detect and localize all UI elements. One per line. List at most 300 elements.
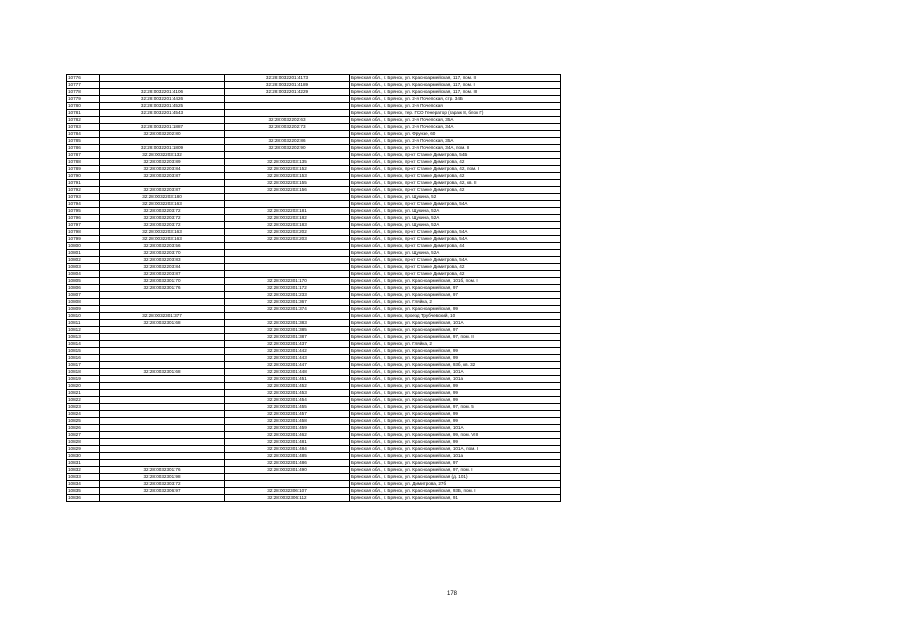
row-number-cell: 10779 bbox=[67, 96, 100, 103]
table-row bbox=[67, 243, 561, 250]
land-parcel-number-cell: 32:28:0032301:377 bbox=[100, 313, 225, 320]
building-number-cell: 32:28:0032301:233 bbox=[225, 292, 350, 299]
land-parcel-number-cell: 32:28:0032201:1809 bbox=[100, 145, 225, 152]
row-number-cell: 10778 bbox=[67, 89, 100, 96]
table-row bbox=[67, 327, 561, 334]
address-cell: Брянская обл., г. Брянск, ул. Красноармейская, 101А bbox=[350, 425, 561, 432]
table-row bbox=[67, 474, 561, 481]
land-parcel-number-cell bbox=[100, 341, 225, 348]
address-cell: Брянская обл., г. Брянск, пр-кт Станке Димитрова, 44 bbox=[350, 243, 561, 250]
row-number-cell: 10823 bbox=[67, 404, 100, 411]
row-number-cell: 10836 bbox=[67, 495, 100, 502]
land-parcel-number-cell bbox=[100, 404, 225, 411]
row-number-cell: 10821 bbox=[67, 390, 100, 397]
land-parcel-number-cell: 32:28:0032203:163 bbox=[100, 201, 225, 208]
table-row bbox=[67, 215, 561, 222]
table-row bbox=[67, 271, 561, 278]
table-row bbox=[67, 299, 561, 306]
table-row bbox=[67, 425, 561, 432]
land-parcel-number-cell: 32:28:0032201:4543 bbox=[100, 110, 225, 117]
land-parcel-number-cell bbox=[100, 460, 225, 467]
row-number-cell: 10829 bbox=[67, 446, 100, 453]
address-cell: Брянская обл., г. Брянск, ул. Красноармейская, 97, пом. 5 bbox=[350, 404, 561, 411]
land-parcel-number-cell bbox=[100, 362, 225, 369]
land-parcel-number-cell bbox=[100, 390, 225, 397]
building-number-cell: 32:28:0032301:452 bbox=[225, 383, 350, 390]
building-number-cell: 32:28:0032202:73 bbox=[225, 124, 350, 131]
address-cell: Брянская обл., г. Брянск, пр-кт Станке Димитрова, 42, пом. I bbox=[350, 166, 561, 173]
table-row bbox=[67, 257, 561, 264]
row-number-cell: 10819 bbox=[67, 376, 100, 383]
row-number-cell: 10786 bbox=[67, 145, 100, 152]
table-row bbox=[67, 201, 561, 208]
table-row bbox=[67, 334, 561, 341]
building-number-cell: 32:28:0032301:367 bbox=[225, 299, 350, 306]
building-number-cell: 32:28:0032203:202 bbox=[225, 229, 350, 236]
table-row bbox=[67, 376, 561, 383]
address-cell: Брянская обл., г. Брянск, пр-кт Станке Димитрова, 42 bbox=[350, 271, 561, 278]
table-row bbox=[67, 229, 561, 236]
land-parcel-number-cell: 32:28:0032301:70 bbox=[100, 278, 225, 285]
building-number-cell bbox=[225, 313, 350, 320]
table-row bbox=[67, 166, 561, 173]
land-parcel-number-cell: 32:28:0032301:98 bbox=[100, 474, 225, 481]
land-parcel-number-cell bbox=[100, 82, 225, 89]
building-number-cell: 32:28:0032301:451 bbox=[225, 376, 350, 383]
land-parcel-number-cell bbox=[100, 432, 225, 439]
address-cell: Брянская обл., г. Брянск, ул. Красноармейская, 99 bbox=[350, 439, 561, 446]
building-number-cell bbox=[225, 250, 350, 257]
land-parcel-number-cell: 32:28:0032203:70 bbox=[100, 250, 225, 257]
land-parcel-number-cell: 32:28:0032203:87 bbox=[100, 271, 225, 278]
building-number-cell: 32:28:0032203:156 bbox=[225, 187, 350, 194]
table-row bbox=[67, 82, 561, 89]
row-number-cell: 10797 bbox=[67, 222, 100, 229]
table-row bbox=[67, 467, 561, 474]
address-cell: Брянская обл., г. Брянск, тер. ГСО Генератор (гараж 8, блок Г) bbox=[350, 110, 561, 117]
land-parcel-number-cell: 32:28:0032301:76 bbox=[100, 467, 225, 474]
table-row bbox=[67, 348, 561, 355]
building-number-cell: 32:28:0032203:153 bbox=[225, 173, 350, 180]
address-cell: Брянская обл., г. Брянск, ул. Красноармейская, 99 bbox=[350, 390, 561, 397]
row-number-cell: 10822 bbox=[67, 397, 100, 404]
land-parcel-number-cell bbox=[100, 292, 225, 299]
row-number-cell: 10794 bbox=[67, 201, 100, 208]
building-number-cell bbox=[225, 96, 350, 103]
land-parcel-number-cell: 32:28:0032303:72 bbox=[100, 481, 225, 488]
land-parcel-number-cell: 32:28:0032306:97 bbox=[100, 488, 225, 495]
row-number-cell: 10832 bbox=[67, 467, 100, 474]
row-number-cell: 10785 bbox=[67, 138, 100, 145]
land-parcel-number-cell: 32:28:0032301:68 bbox=[100, 320, 225, 327]
table-row bbox=[67, 306, 561, 313]
land-parcel-number-cell: 32:28:0032201:1887 bbox=[100, 124, 225, 131]
building-number-cell: 32:28:0032201:4229 bbox=[225, 89, 350, 96]
building-number-cell: 32:28:0032203:135 bbox=[225, 159, 350, 166]
land-parcel-number-cell: 32:28:0032203:180 bbox=[100, 194, 225, 201]
row-number-cell: 10789 bbox=[67, 166, 100, 173]
building-number-cell: 32:28:0032301:484 bbox=[225, 446, 350, 453]
row-number-cell: 10818 bbox=[67, 369, 100, 376]
building-number-cell bbox=[225, 243, 350, 250]
row-number-cell: 10776 bbox=[67, 75, 100, 82]
land-parcel-number-cell: 32:28:0032301:68 bbox=[100, 369, 225, 376]
address-cell: Брянская обл., г. Брянск, ул. Красноармейская, 99 bbox=[350, 355, 561, 362]
row-number-cell: 10835 bbox=[67, 488, 100, 495]
address-cell: Брянская обл., г. Брянск, пр-кт Станке Димитрова, 54А bbox=[350, 257, 561, 264]
land-parcel-number-cell: 32:28:0032203:84 bbox=[100, 264, 225, 271]
table-row bbox=[67, 488, 561, 495]
address-cell: Брянская обл., г. Брянск, пр-кт Станке Димитрова, 54А bbox=[350, 229, 561, 236]
address-cell: Брянская обл., г. Брянск, ул. 2-я Почепская, стр. 34Б bbox=[350, 96, 561, 103]
land-parcel-number-cell: 32:28:0032201:4426 bbox=[100, 96, 225, 103]
address-cell: Брянская обл., г. Брянск, ул. Красноармейская, 99 bbox=[350, 306, 561, 313]
table-row bbox=[67, 481, 561, 488]
row-number-cell: 10801 bbox=[67, 250, 100, 257]
table-row bbox=[67, 446, 561, 453]
land-parcel-number-cell: 32:28:0032203:89 bbox=[100, 159, 225, 166]
address-cell: Брянская обл., г. Брянск, ул. Красноармейская (д. 101) bbox=[350, 474, 561, 481]
address-cell: Брянская обл., г. Брянск, ул. Красноармейская, 117, пом. III bbox=[350, 89, 561, 96]
row-number-cell: 10782 bbox=[67, 117, 100, 124]
address-cell: Брянская обл., г. Брянск, пр-кт Станке Димитрова, 42 bbox=[350, 159, 561, 166]
table-row bbox=[67, 180, 561, 187]
land-parcel-number-cell: 32:28:0032202:80 bbox=[100, 131, 225, 138]
page-number: 178 bbox=[447, 591, 458, 597]
building-number-cell bbox=[225, 110, 350, 117]
row-number-cell: 10802 bbox=[67, 257, 100, 264]
table-row bbox=[67, 236, 561, 243]
building-number-cell: 32:28:0032301:459 bbox=[225, 425, 350, 432]
row-number-cell: 10812 bbox=[67, 327, 100, 334]
land-parcel-number-cell bbox=[100, 439, 225, 446]
row-number-cell: 10813 bbox=[67, 334, 100, 341]
building-number-cell: 32:28:0032301:486 bbox=[225, 460, 350, 467]
table-row bbox=[67, 159, 561, 166]
address-cell: Брянская обл., г. Брянск, ул. Щукина, 52А bbox=[350, 222, 561, 229]
table-row bbox=[67, 341, 561, 348]
table-row bbox=[67, 75, 561, 82]
land-parcel-number-cell bbox=[100, 425, 225, 432]
land-parcel-number-cell bbox=[100, 355, 225, 362]
table-row bbox=[67, 495, 561, 502]
address-cell: Брянская обл., г. Брянск, пр-кт Станке Димитрова, 42 bbox=[350, 173, 561, 180]
row-number-cell: 10815 bbox=[67, 348, 100, 355]
address-cell: Брянская обл., г. Брянск, ул. Красноармейская, 97 bbox=[350, 292, 561, 299]
land-parcel-number-cell: 32:28:0032201:4106 bbox=[100, 89, 225, 96]
building-number-cell: 32:28:0032306:112 bbox=[225, 495, 350, 502]
address-cell: Брянская обл., г. Брянск, ул. Красноармейская, 101б, пом. I bbox=[350, 278, 561, 285]
address-cell: Брянская обл., г. Брянск, ул. 2-я Почепская, 35А bbox=[350, 138, 561, 145]
address-cell: Брянская обл., г. Брянск, ул. Красноармейская, 97 bbox=[350, 327, 561, 334]
building-number-cell bbox=[225, 481, 350, 488]
land-parcel-number-cell: 32:28:0032203:72 bbox=[100, 208, 225, 215]
row-number-cell: 10784 bbox=[67, 131, 100, 138]
table-row bbox=[67, 397, 561, 404]
row-number-cell: 10800 bbox=[67, 243, 100, 250]
building-number-cell: 32:28:0032301:172 bbox=[225, 285, 350, 292]
building-number-cell: 32:28:0032301:457 bbox=[225, 411, 350, 418]
address-cell: Брянская обл., г. Брянск, ул. Красноармейская, 97, пом. II bbox=[350, 334, 561, 341]
address-cell: Брянская обл., г. Брянск, проезд Трубчевский, 10 bbox=[350, 313, 561, 320]
table-row bbox=[67, 362, 561, 369]
building-number-cell: 32:28:0032301:454 bbox=[225, 397, 350, 404]
table-row bbox=[67, 313, 561, 320]
row-number-cell: 10790 bbox=[67, 173, 100, 180]
row-number-cell: 10803 bbox=[67, 264, 100, 271]
land-parcel-number-cell: 32:28:0032203:72 bbox=[100, 222, 225, 229]
table-row bbox=[67, 110, 561, 117]
address-cell: Брянская обл., г. Брянск, ул. Красноармейская, 117, пом. I bbox=[350, 82, 561, 89]
building-number-cell: 32:28:0032306:107 bbox=[225, 488, 350, 495]
land-parcel-number-cell bbox=[100, 327, 225, 334]
land-parcel-number-cell bbox=[100, 397, 225, 404]
building-number-cell: 32:28:0032203:181 bbox=[225, 208, 350, 215]
land-parcel-number-cell bbox=[100, 383, 225, 390]
land-parcel-number-cell bbox=[100, 306, 225, 313]
row-number-cell: 10820 bbox=[67, 383, 100, 390]
address-cell: Брянская обл., г. Брянск, ул. Щукина, 52А bbox=[350, 250, 561, 257]
table-row bbox=[67, 460, 561, 467]
land-parcel-number-cell bbox=[100, 299, 225, 306]
land-parcel-number-cell: 32:28:0032203:56 bbox=[100, 243, 225, 250]
land-parcel-number-cell bbox=[100, 495, 225, 502]
address-cell: Брянская обл., г. Брянск, ул. Красноармейская, 101А bbox=[350, 369, 561, 376]
address-cell: Брянская обл., г. Брянск, ул. 2-я Почепская, 34А, пом. II bbox=[350, 145, 561, 152]
cadastral-table bbox=[66, 74, 561, 502]
building-number-cell bbox=[225, 152, 350, 159]
building-number-cell: 32:28:0032301:383 bbox=[225, 320, 350, 327]
address-cell: Брянская обл., г. Брянск, ул. Щукина, 52 bbox=[350, 194, 561, 201]
address-cell: Брянская обл., г. Брянск, ул. 2-я Почепская, 35А bbox=[350, 117, 561, 124]
address-cell: Брянская обл., г. Брянск, ул. Красноармейская, 101а bbox=[350, 453, 561, 460]
address-cell: Брянская обл., г. Брянск, ул. Красноармейская, 101А, пом. I bbox=[350, 446, 561, 453]
row-number-cell: 10788 bbox=[67, 159, 100, 166]
table-row bbox=[67, 439, 561, 446]
building-number-cell: 32:28:0032203:152 bbox=[225, 166, 350, 173]
address-cell: Брянская обл., г. Брянск, ул. Щукина, 52А bbox=[350, 208, 561, 215]
land-parcel-number-cell bbox=[100, 348, 225, 355]
table-row bbox=[67, 96, 561, 103]
address-cell: Брянская обл., г. Брянск, ул. Красноармейская, 97 bbox=[350, 460, 561, 467]
address-cell: Брянская обл., г. Брянск, ул. Красноармейская, 97, пом. I bbox=[350, 467, 561, 474]
land-parcel-number-cell bbox=[100, 453, 225, 460]
row-number-cell: 10834 bbox=[67, 481, 100, 488]
row-number-cell: 10817 bbox=[67, 362, 100, 369]
land-parcel-number-cell bbox=[100, 180, 225, 187]
table-row bbox=[67, 250, 561, 257]
building-number-cell bbox=[225, 103, 350, 110]
row-number-cell: 10811 bbox=[67, 320, 100, 327]
table-row bbox=[67, 173, 561, 180]
row-number-cell: 10808 bbox=[67, 299, 100, 306]
address-cell: Брянская обл., г. Брянск, ул. Красноармейская, 99 bbox=[350, 418, 561, 425]
row-number-cell: 10798 bbox=[67, 229, 100, 236]
address-cell: Брянская обл., г. Брянск, пр-кт Станке Димитрова, 42 bbox=[350, 187, 561, 194]
building-number-cell: 32:28:0032301:443 bbox=[225, 355, 350, 362]
row-number-cell: 10828 bbox=[67, 439, 100, 446]
row-number-cell: 10787 bbox=[67, 152, 100, 159]
building-number-cell: 32:28:0032203:182 bbox=[225, 215, 350, 222]
building-number-cell: 32:28:0032301:458 bbox=[225, 418, 350, 425]
building-number-cell bbox=[225, 474, 350, 481]
address-cell: Брянская обл., г. Брянск, ул. Красноармейская, 97 bbox=[350, 285, 561, 292]
building-number-cell: 32:28:0032203:203 bbox=[225, 236, 350, 243]
building-number-cell: 32:28:0032301:455 bbox=[225, 404, 350, 411]
address-cell: Брянская обл., г. Брянск, пр-кт Станке Димитрова, 54А bbox=[350, 201, 561, 208]
land-parcel-number-cell: 32:28:0032203:87 bbox=[100, 173, 225, 180]
building-number-cell bbox=[225, 194, 350, 201]
table-row bbox=[67, 145, 561, 152]
land-parcel-number-cell bbox=[100, 446, 225, 453]
address-cell: Брянская обл., г. Брянск, пр-кт Станке Димитрова, 42 bbox=[350, 264, 561, 271]
row-number-cell: 10810 bbox=[67, 313, 100, 320]
row-number-cell: 10814 bbox=[67, 341, 100, 348]
address-cell: Брянская обл., г. Брянск, ул. Красноармейская, 99 bbox=[350, 397, 561, 404]
address-cell: Брянская обл., г. Брянск, ул. Гляйка, 2 bbox=[350, 299, 561, 306]
table-row bbox=[67, 187, 561, 194]
table-row bbox=[67, 390, 561, 397]
row-number-cell: 10826 bbox=[67, 425, 100, 432]
land-parcel-number-cell: 32:28:0032203:163 bbox=[100, 229, 225, 236]
land-parcel-number-cell: 32:28:0032203:87 bbox=[100, 187, 225, 194]
row-number-cell: 10807 bbox=[67, 292, 100, 299]
building-number-cell: 32:28:0032301:170 bbox=[225, 278, 350, 285]
table-row bbox=[67, 320, 561, 327]
land-parcel-number-cell: 32:28:0032203:84 bbox=[100, 166, 225, 173]
row-number-cell: 10796 bbox=[67, 215, 100, 222]
building-number-cell: 32:28:0032301:448 bbox=[225, 369, 350, 376]
address-cell: Брянская обл., г. Брянск, пр-кт Станке Димитрова, 54Б bbox=[350, 152, 561, 159]
land-parcel-number-cell: 32:28:0032301:76 bbox=[100, 285, 225, 292]
building-number-cell: 32:28:0032202:90 bbox=[225, 145, 350, 152]
row-number-cell: 10827 bbox=[67, 432, 100, 439]
land-parcel-number-cell bbox=[100, 117, 225, 124]
building-number-cell: 32:28:0032301:462 bbox=[225, 432, 350, 439]
row-number-cell: 10804 bbox=[67, 271, 100, 278]
row-number-cell: 10795 bbox=[67, 208, 100, 215]
address-cell: Брянская обл., г. Брянск, ул. Гляйка, 2 bbox=[350, 341, 561, 348]
table-row bbox=[67, 138, 561, 145]
land-parcel-number-cell: 32:28:0032201:4525 bbox=[100, 103, 225, 110]
table-row bbox=[67, 194, 561, 201]
address-cell: Брянская обл., г. Брянск, ул. Фрунзе, 60 bbox=[350, 131, 561, 138]
building-number-cell: 32:28:0032301:387 bbox=[225, 334, 350, 341]
building-number-cell: 32:28:0032301:453 bbox=[225, 390, 350, 397]
table-row bbox=[67, 432, 561, 439]
address-cell: Брянская обл., г. Брянск, пр-кт Станке Димитрова, 42, кв. II bbox=[350, 180, 561, 187]
table-row bbox=[67, 208, 561, 215]
building-number-cell: 32:28:0032301:374 bbox=[225, 306, 350, 313]
address-cell: Брянская обл., г. Брянск, ул. Красноармейская, 117, пом. II bbox=[350, 75, 561, 82]
address-cell: Брянская обл., г. Брянск, ул. Красноармейская, 93б, кв. 32 bbox=[350, 362, 561, 369]
table-row bbox=[67, 383, 561, 390]
land-parcel-number-cell: 32:28:0032203:72 bbox=[100, 215, 225, 222]
table-row bbox=[67, 124, 561, 131]
row-number-cell: 10783 bbox=[67, 124, 100, 131]
land-parcel-number-cell bbox=[100, 411, 225, 418]
address-cell: Брянская обл., г. Брянск, ул. Красноармейская, 99 bbox=[350, 411, 561, 418]
building-number-cell bbox=[225, 257, 350, 264]
row-number-cell: 10833 bbox=[67, 474, 100, 481]
land-parcel-number-cell bbox=[100, 75, 225, 82]
table-row bbox=[67, 369, 561, 376]
building-number-cell: 32:28:0032203:155 bbox=[225, 180, 350, 187]
building-number-cell: 32:28:0032202:86 bbox=[225, 138, 350, 145]
land-parcel-number-cell bbox=[100, 376, 225, 383]
table-row bbox=[67, 411, 561, 418]
row-number-cell: 10805 bbox=[67, 278, 100, 285]
land-parcel-number-cell bbox=[100, 334, 225, 341]
cadastral-table-body bbox=[67, 75, 561, 502]
building-number-cell: 32:28:0032301:485 bbox=[225, 453, 350, 460]
building-number-cell: 32:28:0032301:385 bbox=[225, 327, 350, 334]
table-row bbox=[67, 152, 561, 159]
row-number-cell: 10830 bbox=[67, 453, 100, 460]
address-cell: Брянская обл., г. Брянск, ул. Красноармейская, 99 bbox=[350, 383, 561, 390]
address-cell: Брянская обл., г. Брянск, ул. 2-я Почепская bbox=[350, 103, 561, 110]
building-number-cell: 32:28:0032203:183 bbox=[225, 222, 350, 229]
row-number-cell: 10792 bbox=[67, 187, 100, 194]
land-parcel-number-cell: 32:28:0032203:132 bbox=[100, 152, 225, 159]
row-number-cell: 10781 bbox=[67, 110, 100, 117]
land-parcel-number-cell bbox=[100, 418, 225, 425]
address-cell: Брянская обл., г. Брянск, пр-кт Станке Димитрова, 54А bbox=[350, 236, 561, 243]
table-row bbox=[67, 278, 561, 285]
land-parcel-number-cell: 32:28:0032203:163 bbox=[100, 236, 225, 243]
row-number-cell: 10780 bbox=[67, 103, 100, 110]
building-number-cell: 32:28:0032301:447 bbox=[225, 362, 350, 369]
row-number-cell: 10806 bbox=[67, 285, 100, 292]
row-number-cell: 10809 bbox=[67, 306, 100, 313]
table-row bbox=[67, 355, 561, 362]
row-number-cell: 10793 bbox=[67, 194, 100, 201]
building-number-cell: 32:28:0032202:63 bbox=[225, 117, 350, 124]
address-cell: Брянская обл., г. Брянск, ул. Щукина, 52А bbox=[350, 215, 561, 222]
building-number-cell: 32:28:0032301:481 bbox=[225, 439, 350, 446]
address-cell: Брянская обл., г. Брянск, ул. Красноармейская, 101А bbox=[350, 320, 561, 327]
land-parcel-number-cell bbox=[100, 138, 225, 145]
building-number-cell: 32:28:0032201:4173 bbox=[225, 75, 350, 82]
table-row bbox=[67, 89, 561, 96]
address-cell: Брянская обл., г. Брянск, ул. Красноармейская, 99, пом. VIII bbox=[350, 432, 561, 439]
building-number-cell bbox=[225, 131, 350, 138]
address-cell: Брянская обл., г. Брянск, ул. 2-я Почепская, 34А bbox=[350, 124, 561, 131]
building-number-cell bbox=[225, 264, 350, 271]
table-row bbox=[67, 117, 561, 124]
table-row bbox=[67, 285, 561, 292]
table-row bbox=[67, 292, 561, 299]
building-number-cell: 32:28:0032301:437 bbox=[225, 341, 350, 348]
table-row bbox=[67, 418, 561, 425]
building-number-cell: 32:28:0032301:442 bbox=[225, 348, 350, 355]
row-number-cell: 10777 bbox=[67, 82, 100, 89]
table-row bbox=[67, 453, 561, 460]
row-number-cell: 10816 bbox=[67, 355, 100, 362]
table-row bbox=[67, 404, 561, 411]
row-number-cell: 10799 bbox=[67, 236, 100, 243]
building-number-cell bbox=[225, 201, 350, 208]
row-number-cell: 10824 bbox=[67, 411, 100, 418]
table-row bbox=[67, 103, 561, 110]
table-row bbox=[67, 264, 561, 271]
building-number-cell: 32:28:0032301:490 bbox=[225, 467, 350, 474]
address-cell: Брянская обл., г. Брянск, ул. Красноармейская, 101а bbox=[350, 376, 561, 383]
row-number-cell: 10825 bbox=[67, 418, 100, 425]
building-number-cell bbox=[225, 271, 350, 278]
table-row bbox=[67, 131, 561, 138]
address-cell: Брянская обл., г. Брянск, ул. Красноармейская, 91 bbox=[350, 495, 561, 502]
